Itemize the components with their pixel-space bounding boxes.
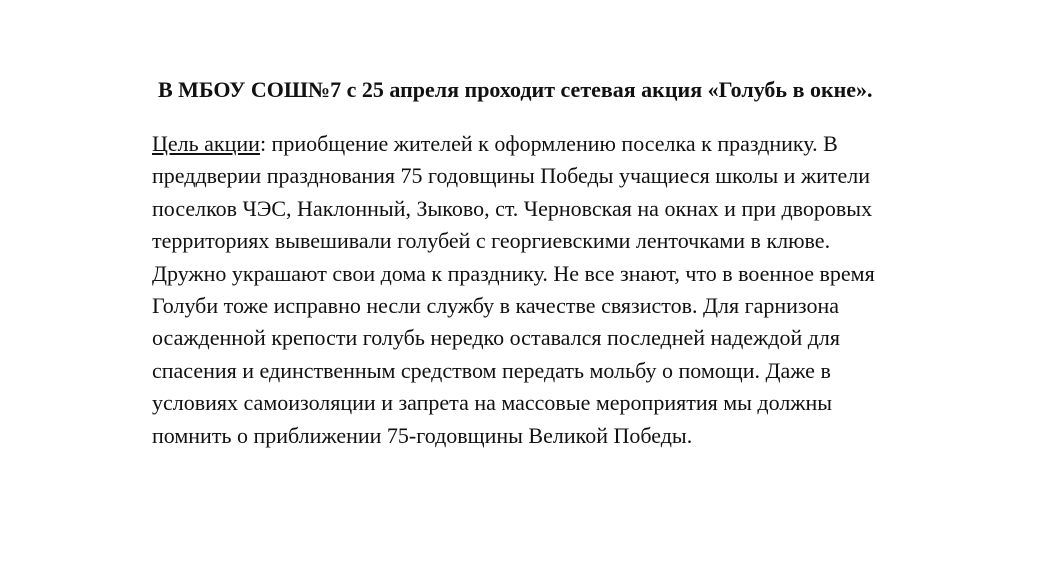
- body-line-5: Дружно украшают свои дома к празднику. Не все знают, что в военное время: [152, 260, 875, 286]
- body-line-7: осажденной крепости голубь нередко оставался последней надеждой для: [152, 325, 841, 351]
- body-line-10: помнить о приближении 75-годовщины Великой Победы.: [152, 422, 693, 448]
- document-title: В МБОУ СОШ№7 с 25 апреля проходит сетевая акция «Голубь в окне».: [158, 77, 873, 102]
- goal-label: Цель акции: [152, 131, 260, 156]
- document-body: [152, 128, 1032, 452]
- body-line-6: Голуби тоже исправно несли службу в качестве связистов. Для гарнизона: [152, 293, 840, 319]
- body-line-1: [152, 128, 1032, 160]
- goal-text: : приобщение жителей к оформлению поселка к празднику. В: [259, 131, 838, 156]
- body-line-3: поселков ЧЭС, Наклонный, Зыково, ст. Черновская на окнах и при дворовых: [152, 195, 873, 221]
- body-line-9: условиях самоизоляции и запрета на массовые мероприятия мы должны: [152, 390, 833, 416]
- body-line-2: преддверии празднования 75 годовщины Победы учащиеся школы и жители: [152, 163, 871, 189]
- body-line-8: спасения и единственным средством передать мольбу о помощи. Даже в: [152, 357, 831, 383]
- body-line-4: территориях вывешивали голубей с георгиевскими ленточками в клюве.: [152, 228, 831, 254]
